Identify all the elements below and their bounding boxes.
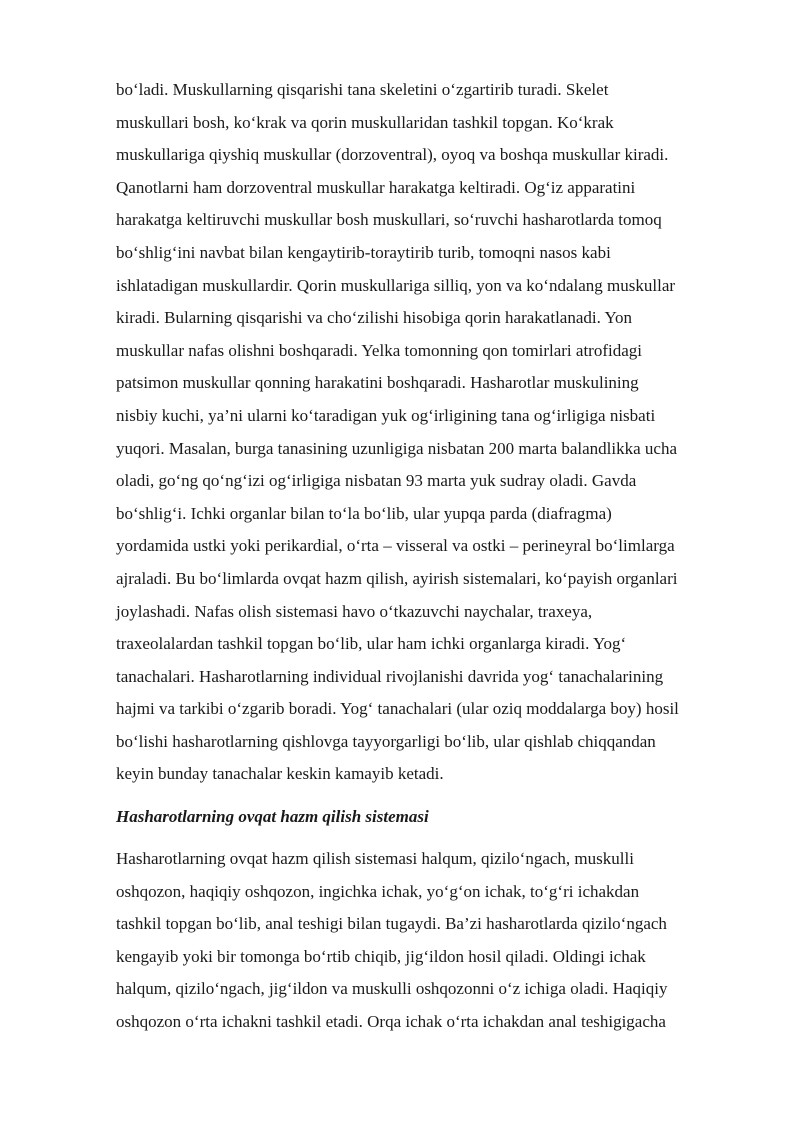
text-line: bo‘shlig‘ini navbat bilan kengaytirib-toraytirib turib, tomoqni nasos kabi [116, 242, 611, 262]
text-line: bo‘lishi hasharotlarning qishlovga tayyorgarligi bo‘lib, ular qishlab chiqqandan [116, 731, 656, 751]
text-line: tashkil topgan bo‘lib, anal teshigi bilan tugaydi. Ba’zi hasharotlarda qizilo‘ngach [116, 914, 667, 934]
document-page [116, 74, 742, 1039]
text-line: traxeolalardan tashkil topgan bo‘lib, ular ham ichki organlarga kiradi. Yog‘ [116, 634, 627, 654]
text-line: patsimon muskullar qonning harakatini boshqaradi. Hasharotlar muskulining [116, 373, 639, 393]
text-line: harakatga keltiruvchi muskullar bosh muskullari, so‘ruvchi hasharotlarda tomoq [116, 210, 662, 230]
text-line: bo‘shlig‘i. Ichki organlar bilan to‘la bo‘lib, ular yupqa parda (diafragma) [116, 503, 612, 523]
text-line: muskullari bosh, ko‘krak va qorin muskullaridan tashkil topgan. Ko‘krak [116, 112, 614, 132]
text-line: Qanotlarni ham dorzoventral muskullar harakatga keltiradi. Og‘iz apparatini [116, 177, 636, 197]
text-line: yuqori. Masalan, burga tanasining uzunligiga nisbatan 200 marta balandlikka ucha [116, 438, 678, 458]
text-line: joylashadi. Nafas olish sistemasi havo o‘tkazuvchi naychalar, traxeya, [116, 601, 593, 621]
text-line: oshqozon o‘rta ichakni tashkil etadi. Orqa ichak o‘rta ichakdan anal teshigigacha [116, 1012, 666, 1032]
body-paragraph-muscles [116, 74, 742, 791]
text-line: oladi, go‘ng qo‘ng‘izi og‘irligiga nisbatan 93 marta yuk sudray oladi. Gavda [116, 471, 637, 491]
text-line: yordamida ustki yoki perikardial, o‘rta – visseral va ostki – perineyral bo‘limlarga [116, 536, 675, 556]
text-line: kengayib yoki bir tomonga bo‘rtib chiqib, jig‘ildon hosil qiladi. Oldingi ichak [116, 946, 646, 966]
text-line: tanachalari. Hasharotlarning individual rivojlanishi davrida yog‘ tanachalarining [116, 666, 664, 686]
body-paragraph-digestion [116, 843, 742, 1039]
text-line: muskullariga qiyshiq muskullar (dorzoventral), oyoq va boshqa muskullar kiradi. [116, 145, 669, 165]
text-line: muskullar nafas olishni boshqaradi. Yelka tomonning qon tomirlari atrofidagi [116, 340, 642, 360]
text-line: oshqozon, haqiqiy oshqozon, ingichka ichak, yo‘g‘on ichak, to‘g‘ri ichakdan [116, 881, 640, 901]
text-line: keyin bunday tanachalar keskin kamayib ketadi. [116, 764, 444, 784]
text-line: ajraladi. Bu bo‘limlarda ovqat hazm qilish, ayirish sistemalari, ko‘payish organlari [116, 568, 678, 588]
text-line: ishlatadigan muskullardir. Qorin muskullariga silliq, yon va ko‘ndalang muskullar [116, 275, 676, 295]
text-line: hajmi va tarkibi o‘zgarib boradi. Yog‘ tanachalari (ular oziq moddalarga boy) hosil [116, 699, 679, 719]
text-line: halqum, qizilo‘ngach, jig‘ildon va muskulli oshqozonni o‘z ichiga oladi. Haqiqiy [116, 979, 668, 999]
section-heading: Hasharotlarning ovqat hazm qilish sistemasi [116, 807, 429, 827]
text-line: nisbiy kuchi, ya’ni ularni ko‘taradigan yuk og‘irligining tana og‘irligiga nisbati [116, 405, 656, 425]
text-line: Hasharotlarning ovqat hazm qilish sistemasi halqum, qizilo‘ngach, muskulli [116, 849, 634, 869]
text-line: bo‘ladi. Muskullarning qisqarishi tana skeletini o‘zgartirib turadi. Skelet [116, 80, 609, 99]
text-line: kiradi. Bularning qisqarishi va cho‘zilishi hisobiga qorin harakatlanadi. Yon [116, 308, 633, 328]
